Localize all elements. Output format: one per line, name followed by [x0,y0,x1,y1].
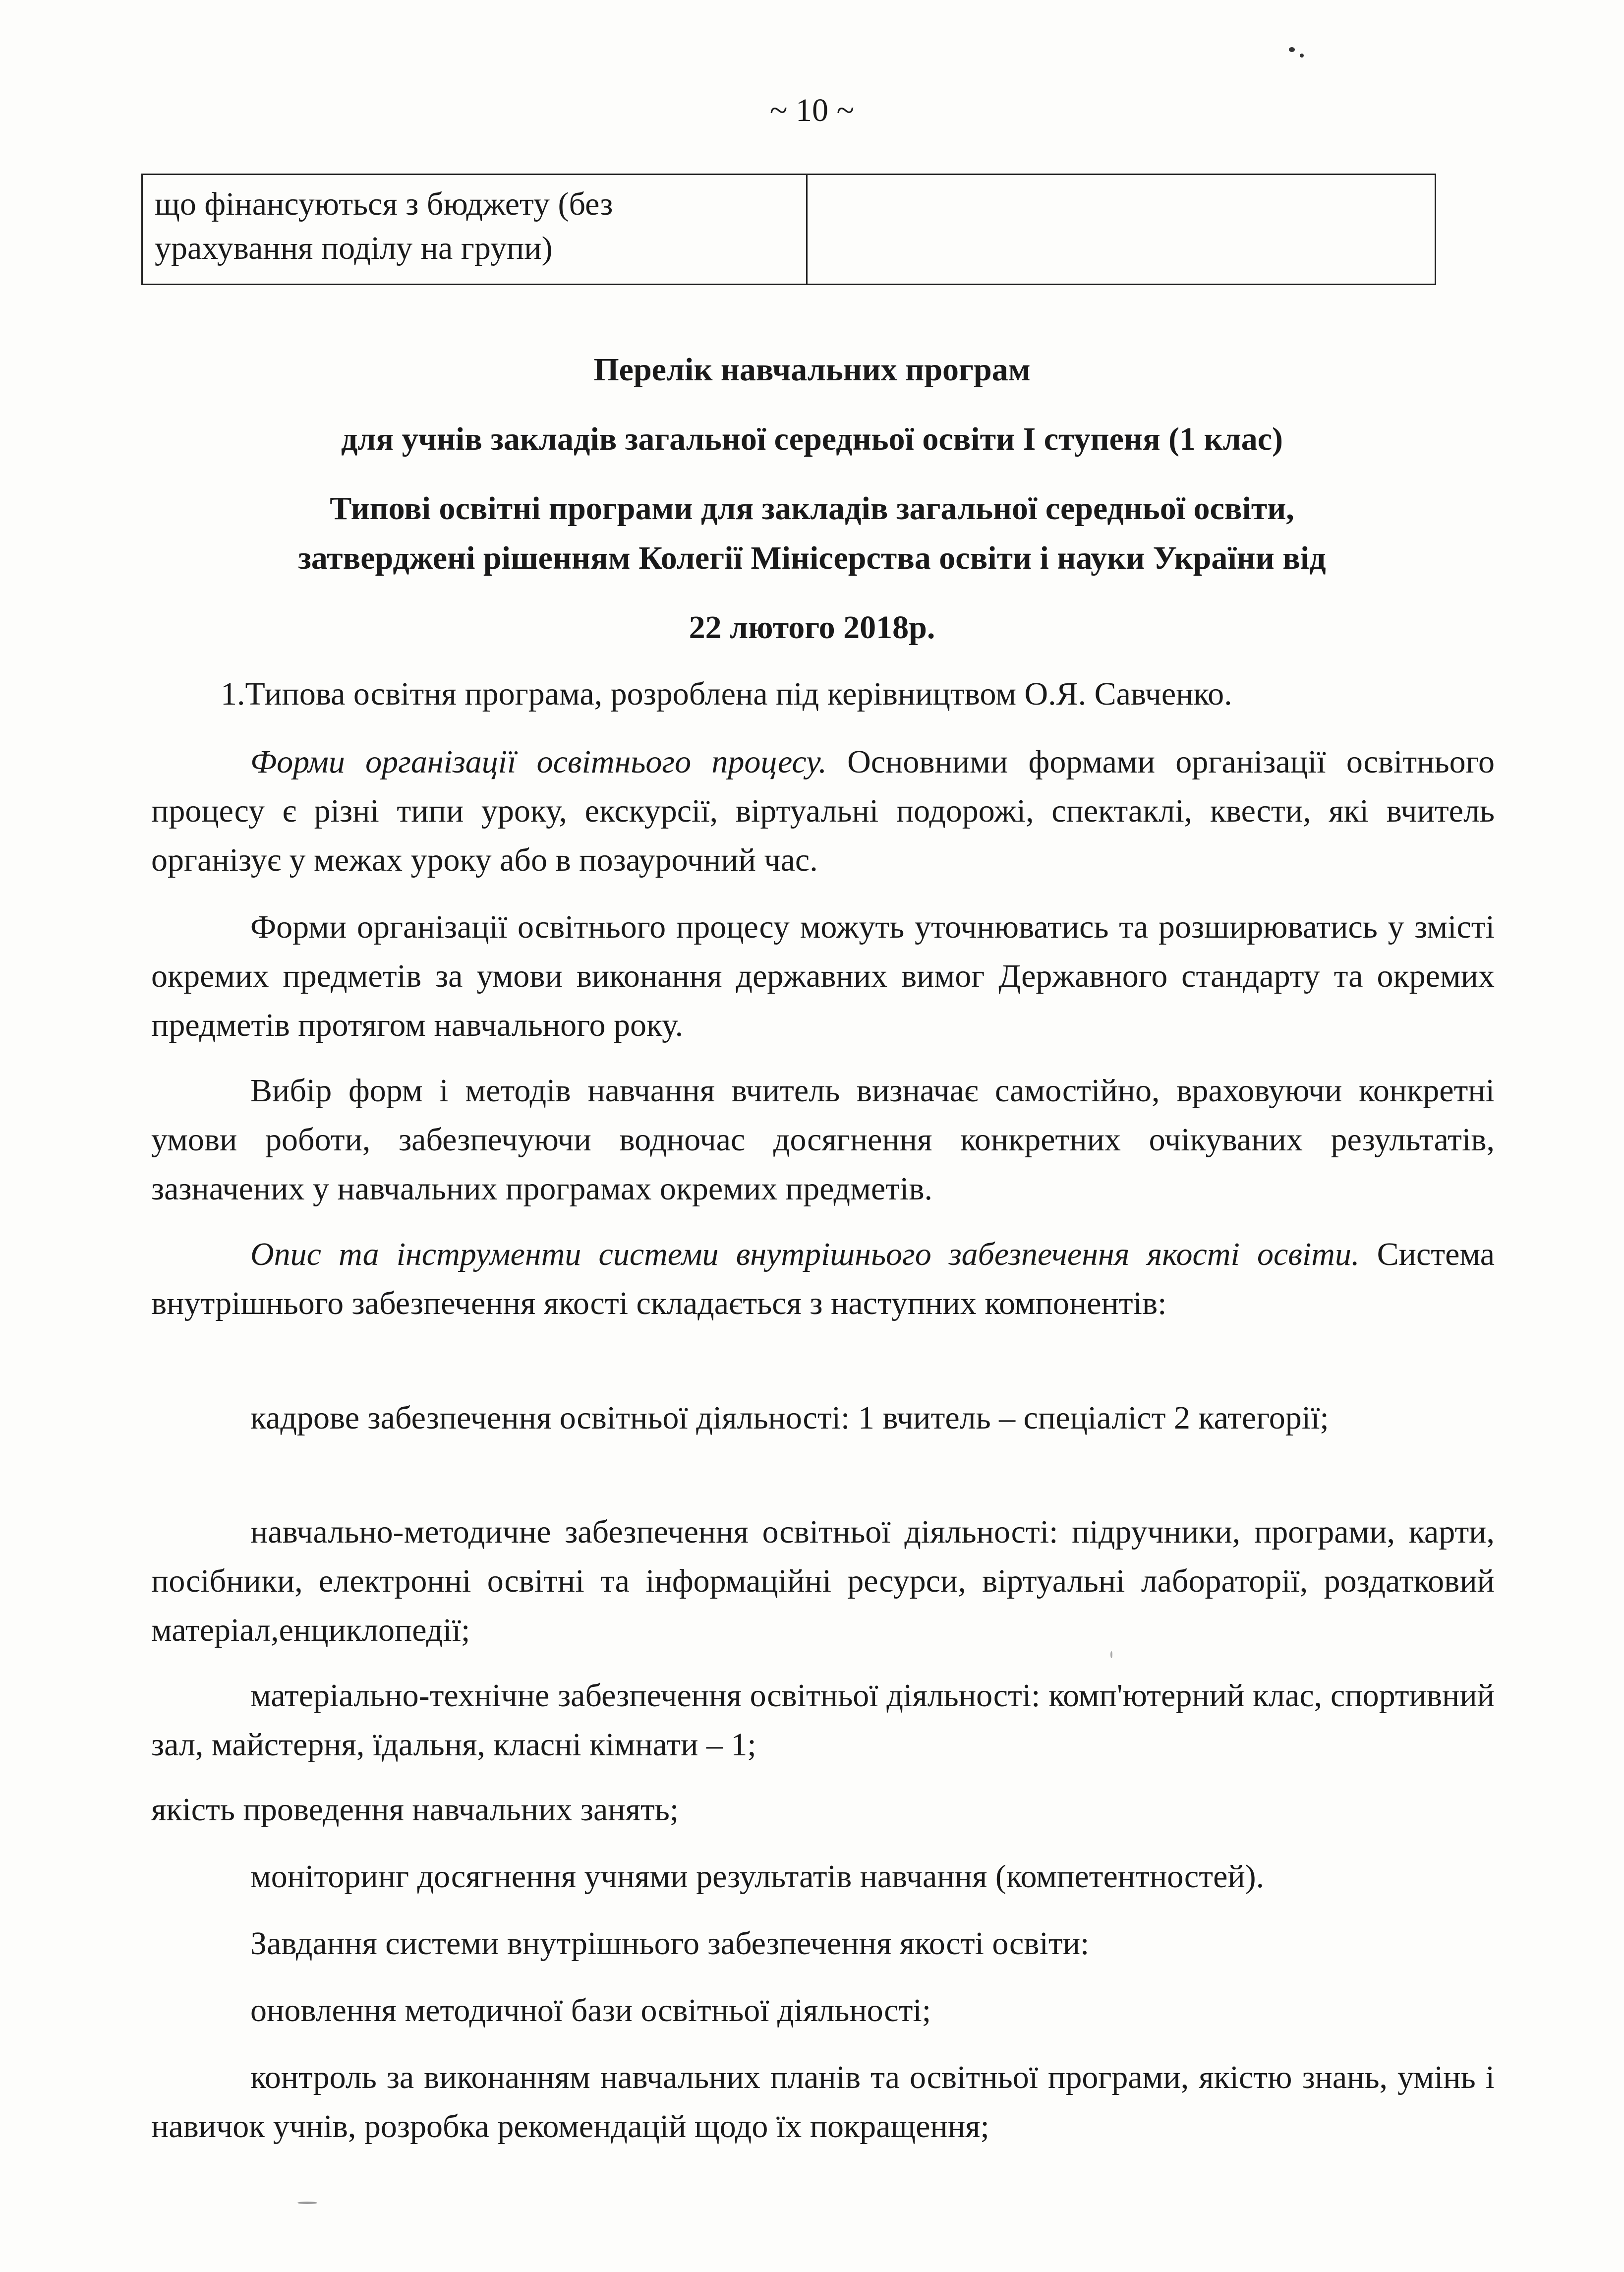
scan-speck [1289,47,1295,52]
heading-line-5: 22 лютого 2018р. [689,609,935,646]
table-cell-left [142,175,807,285]
list-item-monitoring: моніторинг досягнення учнями результатів навчання (компетентностей). [250,1858,1265,1895]
table-cell-line1: що фінансуються з бюджету (без [155,186,613,222]
list-item-material-support: матеріально-технічне забезпечення освітньої діяльності: комп'ютерний клас, спортивний зал, майстерня, їдальня, класні кімнати – 1; [151,1677,1495,1763]
table-cell-right [807,175,1436,285]
list-item-methodical-update: оновлення методичної бази освітньої діяльності; [250,1992,931,2029]
heading-line-1: Перелік навчальних програм [593,352,1031,388]
paragraph-quality-system [151,1230,1495,1328]
budget-table [141,174,1436,285]
page-number: ~ 10 ~ [769,92,855,128]
list-item-staffing: кадрове забезпечення освітньої діяльності: 1 вчитель – спеціаліст 2 категорії; [250,1400,1329,1436]
table-row [142,175,1436,285]
heading-line-2: для учнів закладів загальної середньої освіти І ступеня (1 клас) [341,421,1283,457]
forms-italic-heading: Форми організації освітнього процесу. [250,744,827,780]
paragraph-forms [151,737,1495,885]
quality-italic-heading: Опис та інструменти системи внутрішнього забезпечення якості освіти. [250,1236,1360,1272]
list-item-lesson-quality: якість проведення навчальних занять; [151,1792,679,1828]
paragraph-system-tasks: Завдання системи внутрішнього забезпечення якості освіти: [250,1925,1090,1962]
table-cell-line2: урахування поділу на групи) [155,230,553,267]
scan-speck [1110,1651,1112,1658]
heading-line-3: Типові освітні програми для закладів загальної середньої освіти, [330,490,1294,527]
paragraph-program-1: 1.Типова освітня програма, розроблена під керівництвом О.Я. Савченко. [221,676,1232,712]
quality-body: Система внутрішнього забезпечення якості складається з наступних компонентів: [151,1236,1495,1321]
scan-speck [1300,54,1304,58]
list-item-control: контроль за виконанням навчальних планів та освітньої програми, якістю знань, умінь і навичок учнів, розробка рекомендацій щодо їх покращення; [151,2059,1495,2145]
heading-line-4: затверджені рішенням Колегії Мінісерства освіти і науки України від [298,540,1326,576]
list-item-methodical-support: навчально-методичне забезпечення освітньої діяльності: підручники, програми, карти, посібники, електронні освітні та інформаційні ресурси, віртуальні лабораторії, роздатковий матеріал,енциклопедії; [151,1514,1495,1648]
paragraph-forms-refine: Форми організації освітнього процесу можуть уточнюватись та розширюватись у змісті окремих предметів за умови виконання державних вимог Державного стандарту та окремих предметів протягом навчального року. [151,909,1495,1043]
paragraph-methods-choice: Вибір форм і методів навчання вчитель визначає самостійно, враховуючи конкретні умови роботи, забезпечуючи водночас досягнення конкретних очікуваних результатів, зазначених у навчальних програмах окремих предметів. [151,1073,1495,1207]
forms-body: Основними формами організації освітнього процесу є різні типи уроку, екскурсії, віртуальні подорожі, спектаклі, квести, які вчитель організує у межах уроку або в позаурочний час. [151,744,1495,878]
scan-speck [297,2202,317,2204]
